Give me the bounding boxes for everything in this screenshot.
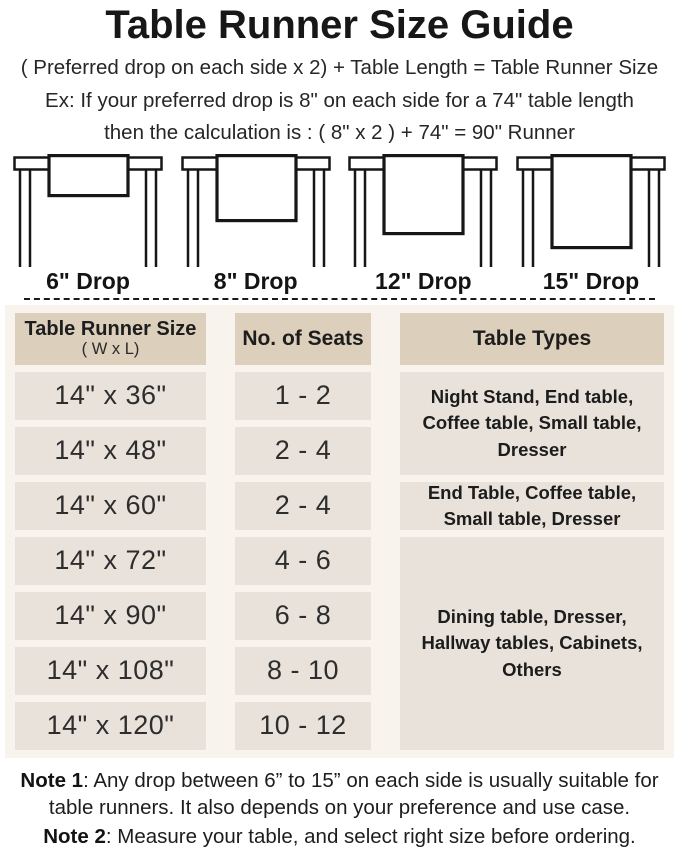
example-line-2: then the calculation is : ( 8" x 2 ) + 74" = 90" Runner [104, 121, 575, 145]
note-1-label: Note 1 [20, 768, 84, 792]
seats-cell: 2 - 4 [235, 427, 371, 475]
runner-rect [217, 156, 296, 221]
note-1 [9, 768, 671, 821]
runner-size-cell: 14" x 60" [15, 482, 206, 530]
table-runner-illustration [181, 154, 331, 267]
header-seats: No. of Seats [235, 313, 371, 365]
header [0, 0, 679, 147]
table-diagram-8in-drop [181, 154, 331, 295]
runner-size-cell: 14" x 90" [15, 592, 206, 640]
runner-size-cell: 14" x 108" [15, 647, 206, 695]
seats-cell: 1 - 2 [235, 372, 371, 420]
runner-size-cell: 14" x 36" [15, 372, 206, 420]
table-types-group-medium: End Table, Coffee table, Small table, Dresser [400, 482, 664, 530]
header-runner-size [15, 313, 206, 365]
note-1-text: : Any drop between 6” to 15” on each side is usually suitable for table runners. It also depends on your preference and use case. [48, 768, 659, 819]
table-diagram-6in-drop [13, 154, 163, 295]
table-runner-illustration [13, 154, 163, 267]
seats-cell: 8 - 10 [235, 647, 371, 695]
runner-size-cell: 14" x 120" [15, 702, 206, 750]
size-table-section [5, 305, 674, 758]
drop-label-6in: 6" Drop [46, 267, 130, 294]
table-runner-illustration [348, 154, 498, 267]
table-runner-illustration [516, 154, 666, 267]
seats-cell: 6 - 8 [235, 592, 371, 640]
drop-label-12in: 12" Drop [375, 267, 472, 294]
runner-rect [49, 156, 128, 196]
runner-rect [552, 156, 631, 248]
drop-label-15in: 15" Drop [542, 267, 640, 294]
seats-cell: 4 - 6 [235, 537, 371, 585]
dashed-divider [24, 298, 655, 300]
runner-size-cell: 14" x 72" [15, 537, 206, 585]
seats-cell: 2 - 4 [235, 482, 371, 530]
page-title: Table Runner Size Guide [105, 3, 574, 47]
table-types-group-large: Dining table, Dresser, Hallway tables, Cabinets, Others [400, 537, 664, 750]
note-2-label: Note 2 [43, 825, 106, 849]
header-runner-size-title: Table Runner Size [24, 318, 197, 341]
drop-label-8in: 8" Drop [213, 267, 298, 294]
header-table-types: Table Types [400, 313, 664, 365]
seats-cell: 10 - 12 [235, 702, 371, 750]
table-types-group-small: Night Stand, End table, Coffee table, Small table, Dresser [400, 372, 664, 475]
formula-line: ( Preferred drop on each side x 2) + Table Length = Table Runner Size [20, 56, 659, 79]
header-runner-size-subtitle: ( W x L) [81, 340, 140, 359]
note-2-text: : Measure your table, and select right size before ordering. [105, 825, 636, 849]
table-diagram-15in-drop [516, 154, 666, 295]
table-diagram-12in-drop [348, 154, 498, 295]
note-2 [9, 824, 671, 851]
runner-rect [384, 156, 463, 234]
example-line-1: Ex: If your preferred drop is 8" on each side for a 74" table length [45, 88, 634, 112]
notes-section [0, 768, 679, 851]
size-table [15, 313, 664, 750]
drop-diagrams-row [0, 154, 679, 295]
runner-size-cell: 14" x 48" [15, 427, 206, 475]
